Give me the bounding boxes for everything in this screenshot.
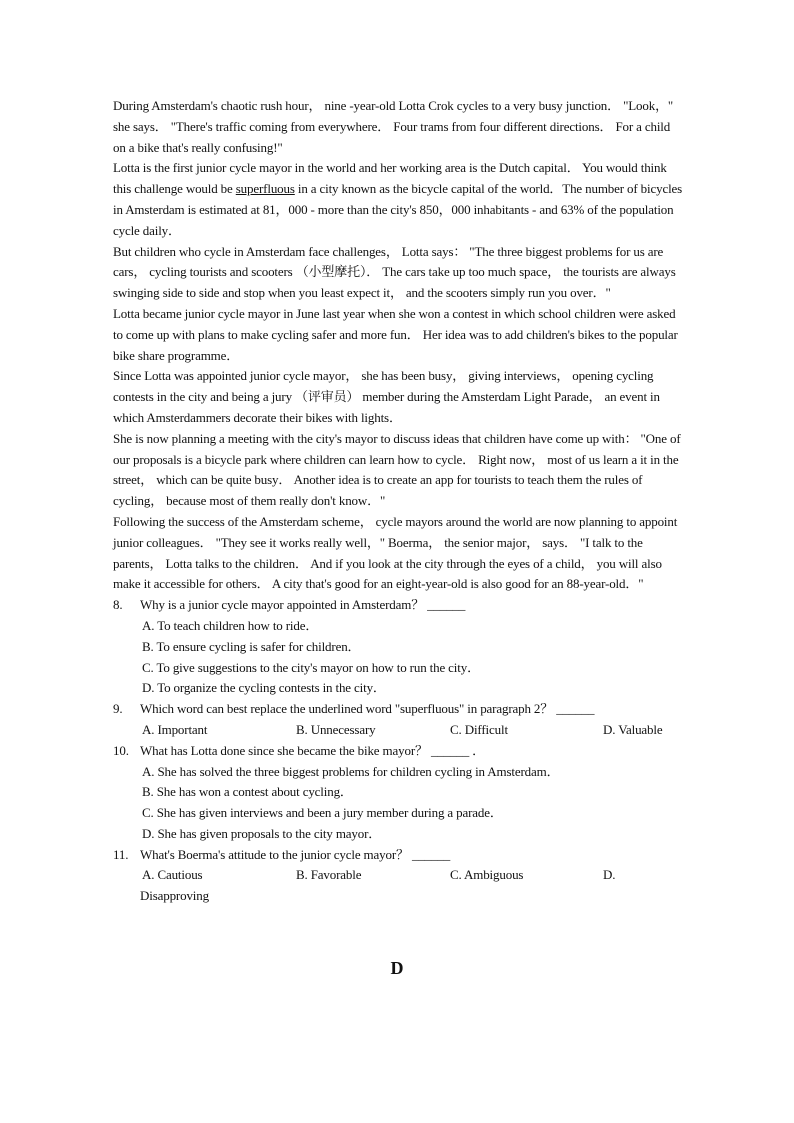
- option-d: D. Valuable: [603, 721, 663, 737]
- section-heading: D: [390, 958, 404, 978]
- paragraph-2-end: in a city known as the bicycle capital of the world．The number of bicycles in Amsterdam is estimated at 81，000 - more than the city's 850，000 inhabitants - and 63% of the population cycle daily．: [113, 181, 683, 238]
- option-a: A. Cautious: [142, 867, 203, 883]
- option-d: D.: [603, 867, 616, 883]
- question-number: 8.: [113, 597, 123, 613]
- question-text: Why is a junior cycle mayor appointed in Amsterdam？ ______: [140, 597, 466, 613]
- option-b: B. Favorable: [296, 867, 362, 883]
- paragraph-2-start: Lotta is the first junior cycle mayor in the world and her working area is the Dutch capital． You would think this challenge would be: [113, 160, 667, 197]
- option-c: C. Ambiguous: [450, 867, 524, 883]
- option-a: A. She has solved the three biggest problems for children cycling in Amsterdam．: [142, 763, 560, 779]
- paragraph-1: During Amsterdam's chaotic rush hour， nine -year-old Lotta Crok cycles to a very busy junction． "Look，" she says． "There's traffic coming from everywhere． Four trams from four different directions． For a child on a bike that's really confusing!": [113, 98, 674, 155]
- paragraph-5: Since Lotta was appointed junior cycle mayor， she has been busy， giving interviews， opening cycling contests in the city and being a jury （评审员） member during the Amsterdam Light Parade， an event in which Amsterdammers decorate their bikes with lights．: [113, 368, 660, 425]
- question-8: [113, 595, 683, 699]
- paragraph-6: She is now planning a meeting with the city's mayor to discuss ideas that children have come up with： "One of our proposals is a bicycle park where children can learn how to cycle． Right now， most of us learn a it in the street， which can be quite busy． Another idea is to create an app for tourists to teach them the rules of cycling， because most of them really don't know．": [113, 430, 681, 509]
- question-text: What's Boerma's attitude to the junior cycle mayor？ ______: [140, 846, 451, 862]
- question-9: [113, 699, 683, 741]
- paragraph-7: Following the success of the Amsterdam scheme， cycle mayors around the world are now planning to appoint junior colleagues． "They see it works really well，" Boerma， the senior major， says． "I talk to the parents， Lotta talks to the children． And if you look at the city through the eyes of a child， you will also make it accessible for others． A city that's good for an eight-year-old is also good for an 88-year-old．": [113, 513, 678, 592]
- underlined-word: superfluous: [235, 181, 295, 197]
- question-11: [113, 845, 683, 907]
- paragraph-3: But children who cycle in Amsterdam face challenges， Lotta says： "The three biggest problems for us are cars， cycling tourists and scooters （小型摩托）． The cars take up too much space， the tourists are always swinging side to side and stop when you least expect it， and the scooters simply run you over．": [113, 243, 676, 301]
- option-c: C. To give suggestions to the city's mayor on how to run the city．: [142, 659, 480, 675]
- options-row: [113, 720, 683, 741]
- paragraph-4: Lotta became junior cycle mayor in June last year when she won a contest in which school children were asked to come up with plans to make cycling safer and more fun． Her idea was to add children's bikes to the popular bike share programme．: [113, 305, 678, 363]
- options-row: [113, 865, 683, 886]
- option-c: C. She has given interviews and been a jury member during a parade．: [142, 805, 503, 821]
- option-a: A. Important: [142, 721, 208, 737]
- option-d: D. To organize the cycling contests in the city．: [142, 680, 386, 696]
- question-text: Which word can best replace the underlined word "superfluous" in paragraph 2？ ______: [140, 701, 595, 717]
- option-a: A. To teach children how to ride．: [142, 617, 319, 633]
- reading-passage: [113, 96, 683, 907]
- option-b: B. To ensure cycling is safer for children．: [142, 638, 361, 654]
- option-b: B. Unnecessary: [296, 721, 376, 737]
- option-b: B. She has won a contest about cycling．: [142, 784, 353, 800]
- option-d: D. She has given proposals to the city mayor．: [142, 825, 382, 841]
- question-number: 10.: [113, 742, 129, 758]
- option-c: C. Difficult: [450, 721, 508, 737]
- question-number: 9.: [113, 701, 123, 717]
- option-d-text: Disapproving: [140, 888, 209, 904]
- question-number: 11.: [113, 846, 129, 862]
- question-10: [113, 741, 683, 845]
- question-text: What has Lotta done since she became the bike mayor？ ______ ．: [140, 742, 485, 758]
- paragraph-2: [113, 158, 683, 241]
